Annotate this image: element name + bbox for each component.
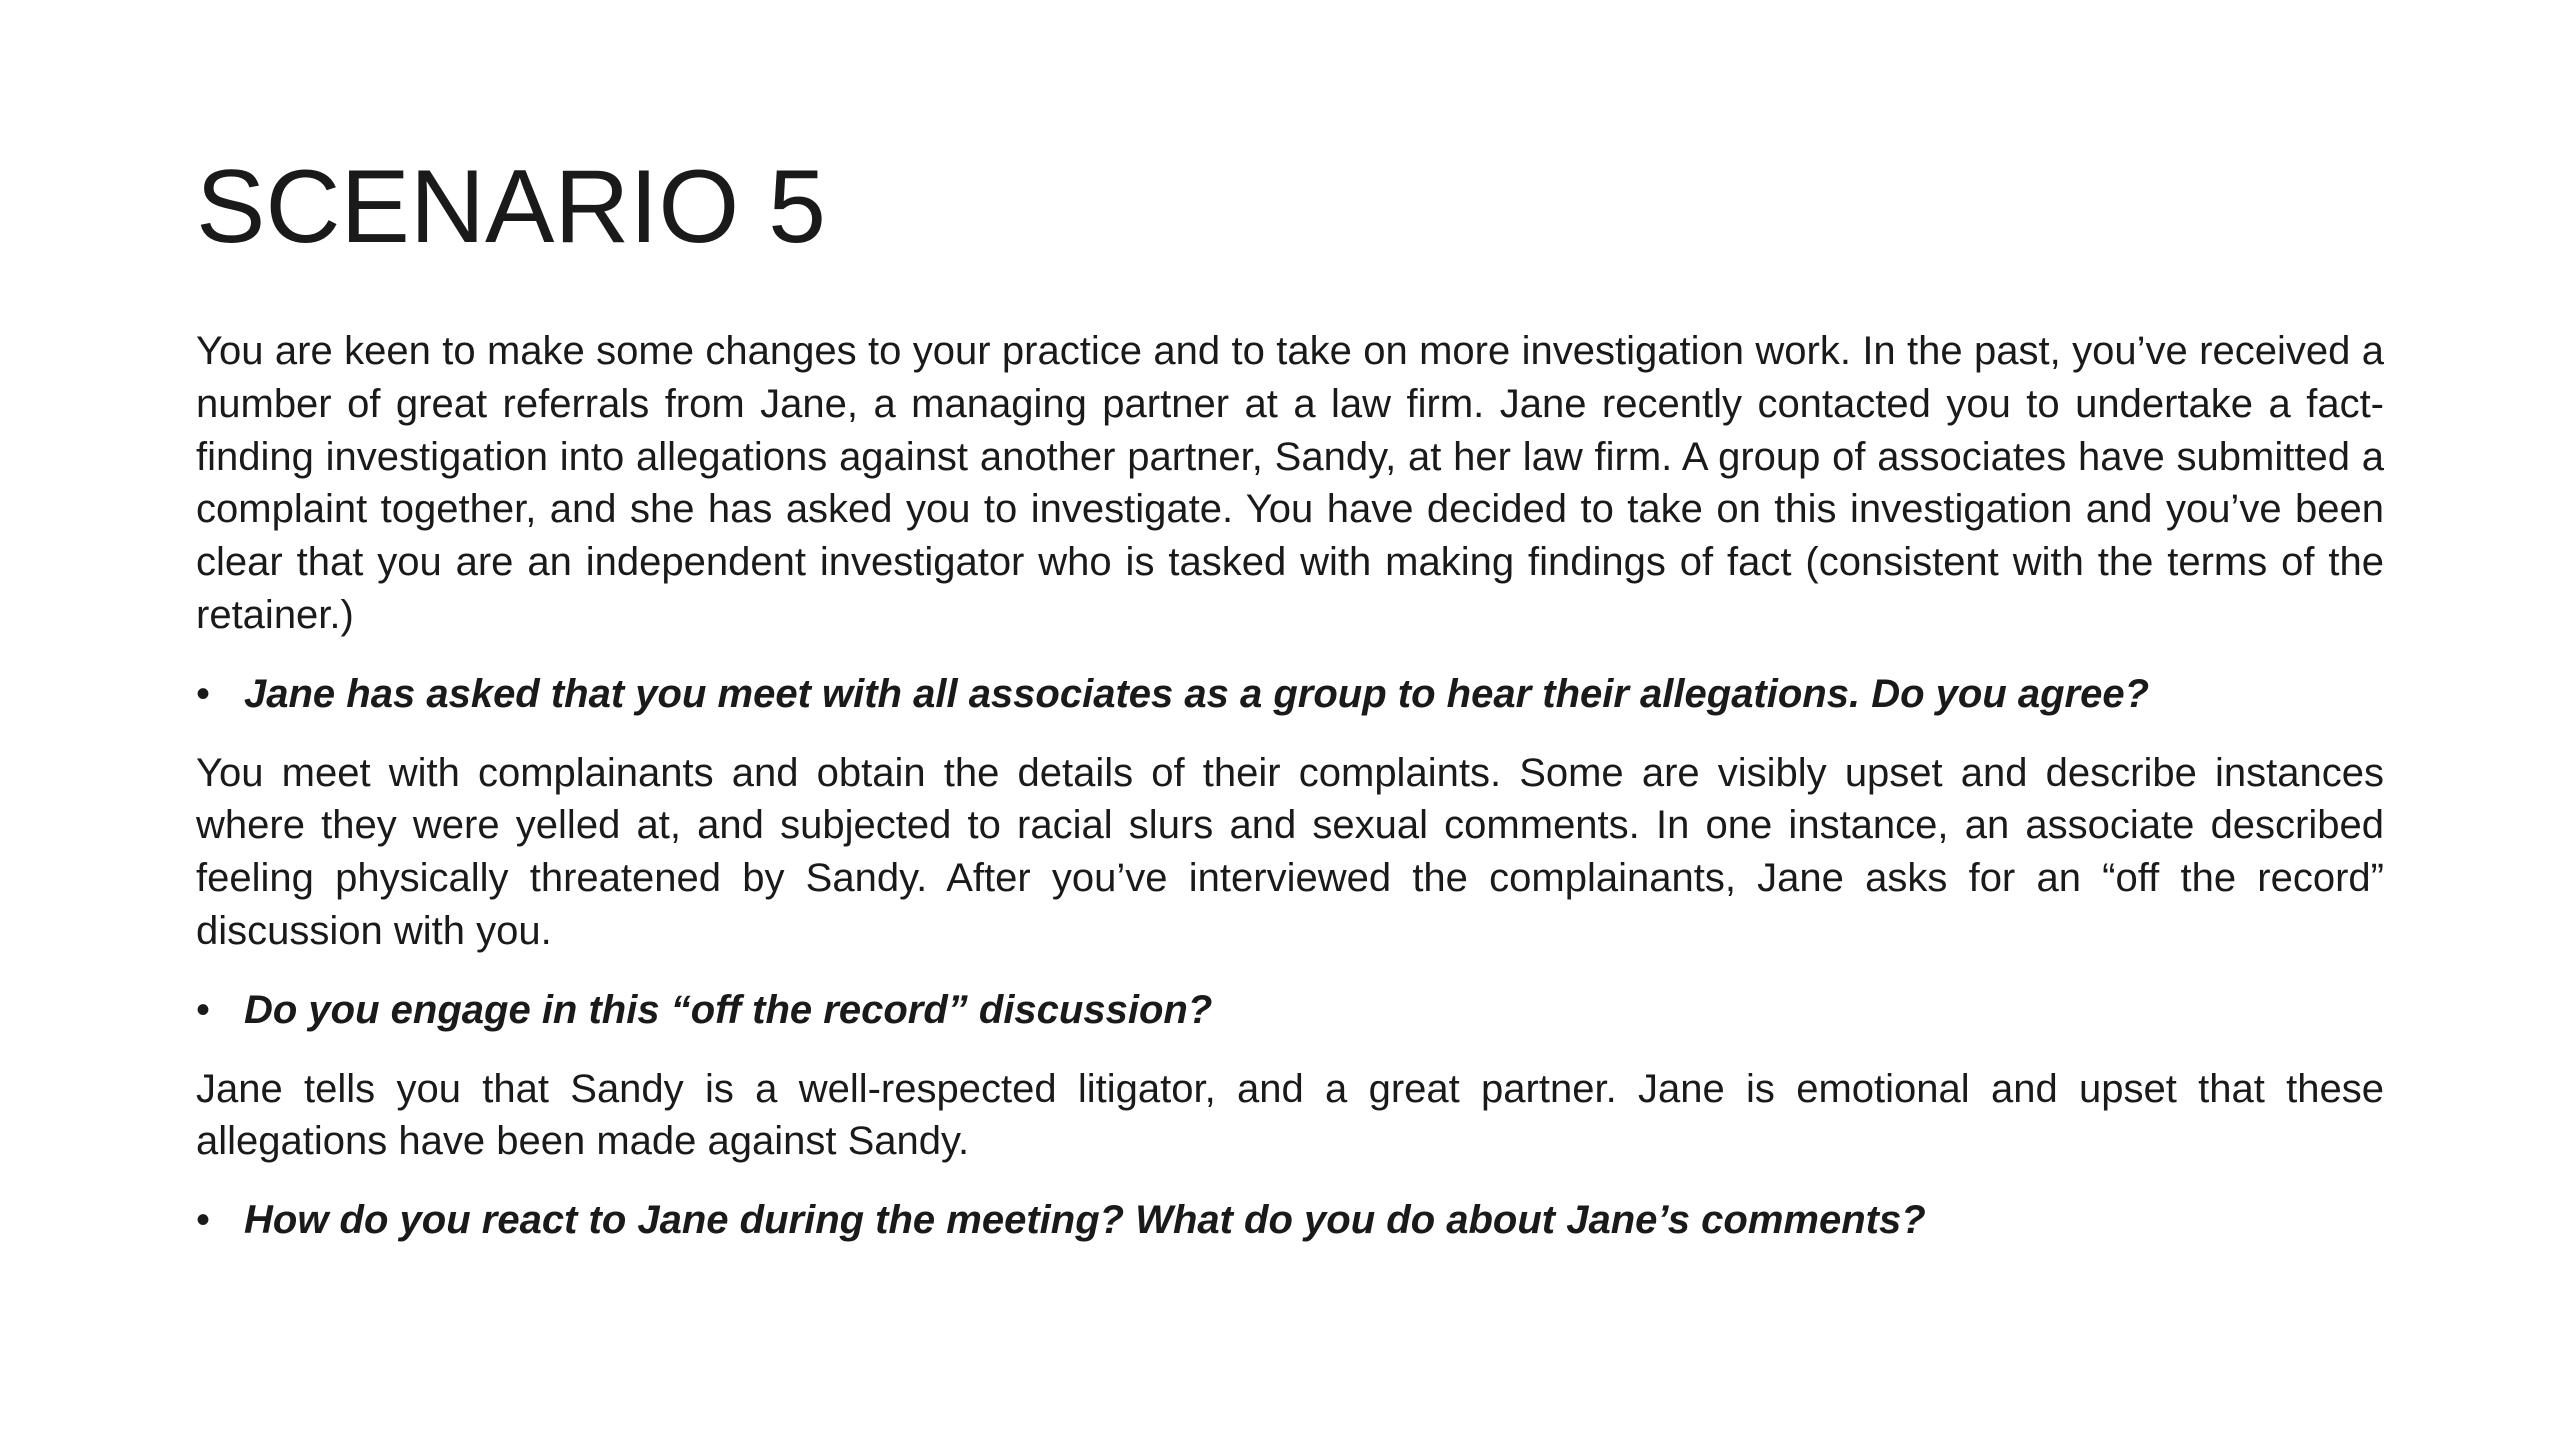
scenario-paragraph-2: You meet with complainants and obtain the details of their complaints. Some are visibly upset and describe instances where they were yelled at, and subjected to racial slurs and sexual comments. In one instance, an associate described feeling physically threatened by Sandy. After you’ve interviewed the complainants, Jane asks for an “off the record” discussion with you. [196, 750, 2384, 953]
bullet-icon: • [196, 987, 211, 1032]
question-bullet-1 [196, 668, 2384, 721]
question-bullet-3 [196, 1194, 2384, 1247]
slide-body [196, 325, 2384, 1273]
question-text-3: How do you react to Jane during the meeting? What do you do about Jane’s comments? [244, 1198, 1926, 1243]
bullet-icon: • [196, 1198, 211, 1243]
scenario-paragraph-1: You are keen to make some changes to your practice and to take on more investigation work. In the past, you’ve received a number of great referrals from Jane, a managing partner at a law firm. Jane recently contacted you to undertake a fact-finding investigation into allegations against another partner, Sandy, at her law firm. A group of associates have submitted a complaint together, and she has asked you to investigate. You have decided to take on this investigation and you’ve been clear that you are an independent investigator who is tasked with making findings of fact (consistent with the terms of the retainer.) [196, 329, 2384, 637]
slide-title: SCENARIO 5 [196, 149, 826, 265]
question-text-1: Jane has asked that you meet with all associates as a group to hear their allegations. Do you agree? [244, 671, 2150, 716]
question-bullet-2 [196, 984, 2384, 1037]
question-text-2: Do you engage in this “off the record” discussion? [244, 987, 1213, 1032]
bullet-icon: • [196, 671, 211, 716]
scenario-paragraph-3: Jane tells you that Sandy is a well-respected litigator, and a great partner. Jane is emotional and upset that these allegations have been made against Sandy. [196, 1066, 2384, 1164]
